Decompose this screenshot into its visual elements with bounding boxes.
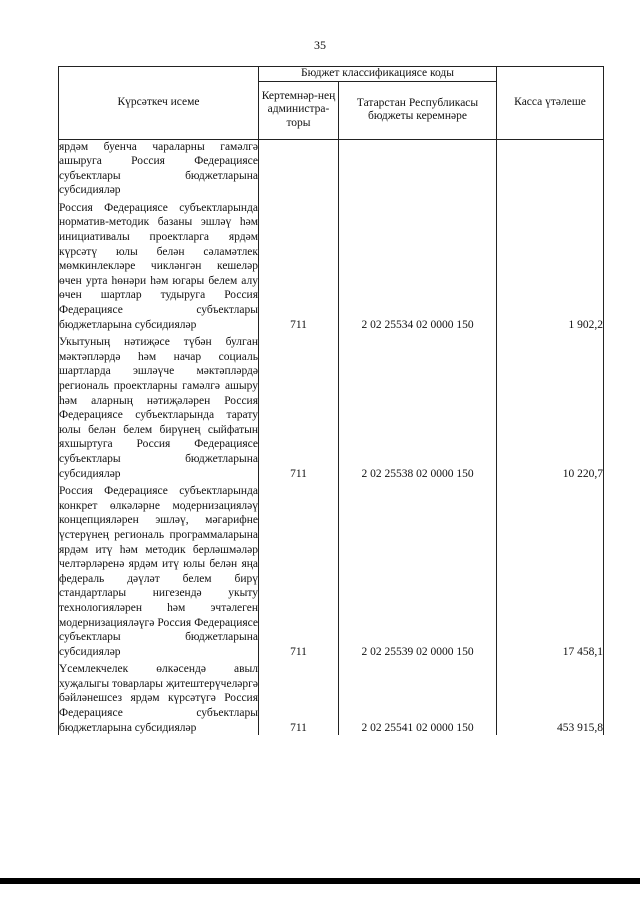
indicator-name-cell: Укытуның нәтиҗәсе түбән булган мәктәпләрдә һәм начар социаль шартларда эшләүче мәктәпләрдә региональ проектларны гамәлгә ашыру һәм аларның нәтиҗәләрен Россия Федерациясе субъектларында тарату юлы белән белем бирүнең сыйфатын яхшыртуга Россия Федерациясе субъектлары бюджетларына субсидияләр	[59, 336, 258, 480]
budget-code-cell: 2 02 25538 02 0000 150	[339, 335, 497, 481]
budget-code-cell: 2 02 25539 02 0000 150	[339, 484, 497, 659]
table-row	[59, 335, 604, 481]
indicator-name-cell: Үсемлекчелек өлкәсендә авыл хуҗалыгы товарлары җитештерүчеләргә бәйләнешсез ярдәм күрсәтүгә Россия Федерациясе субъектлары бюджетларына субсидияләр	[59, 663, 258, 734]
amount-cell	[497, 139, 604, 198]
header-classification-group: Бюджет классификациясе коды	[259, 67, 497, 82]
indicator-name-cell: ярдәм буенча чараларны гамәлгә ашыруга Россия Федерациясе субъектлары бюджетларына субсидияләр	[59, 140, 258, 197]
page-number: 35	[314, 38, 326, 52]
table-row	[59, 139, 604, 198]
admin-code-cell: 711	[259, 484, 339, 659]
header-revenue-administrator: Кертемнәр-нең администра-торы	[259, 81, 339, 139]
table-row	[59, 484, 604, 659]
amount-cell: 10 220,7	[497, 335, 604, 481]
budget-code-cell: 2 02 25534 02 0000 150	[339, 201, 497, 332]
header-indicator-name: Күрсәткеч исеме	[59, 67, 259, 140]
budget-table	[58, 66, 604, 735]
table-row	[59, 201, 604, 332]
amount-cell: 17 458,1	[497, 484, 604, 659]
amount-cell: 453 915,8	[497, 662, 604, 735]
header-cash-execution: Касса үтәлеше	[497, 67, 604, 140]
scan-edge-bar	[0, 878, 640, 884]
admin-code-cell: 711	[259, 201, 339, 332]
admin-code-cell: 711	[259, 335, 339, 481]
budget-code-cell	[339, 139, 497, 198]
header-budget-revenue: Татарстан Республикасы бюджеты керемнәре	[339, 81, 497, 139]
budget-code-cell: 2 02 25541 02 0000 150	[339, 662, 497, 735]
indicator-name-cell: Россия Федерациясе субъектларында конкрет өлкәләрне модернизацияләү концепцияләрен эшләү, мәгарифне үстерүнең региональ программаларына ярдәм итү һәм методик берләшмәләр челтәрләренә ярдәм итү юлы белән яңа федераль дәүләт белем бирү стандартлары нигезендә укыту технологияләрен һәм эчтәлеген модернизацияләүгә Россия Федерациясе субъектлары бюджетларына субсидияләр	[59, 485, 258, 658]
admin-code-cell: 711	[259, 662, 339, 735]
indicator-name-cell: Россия Федерациясе субъектларында норматив-методик базаны эшләү һәм инициативалы проектларга ярдәм күрсәтү юлы белән сәламәтлек мөмкинлекләре чикләнгән кешеләр өчен урта һөнәри һәм югары белем алу өчен шартлар тудыруга Россия Федерациясе субъектлары бюджетларына субсидияләр	[59, 201, 258, 331]
amount-cell: 1 902,2	[497, 201, 604, 332]
table-row	[59, 662, 604, 735]
admin-code-cell	[259, 139, 339, 198]
